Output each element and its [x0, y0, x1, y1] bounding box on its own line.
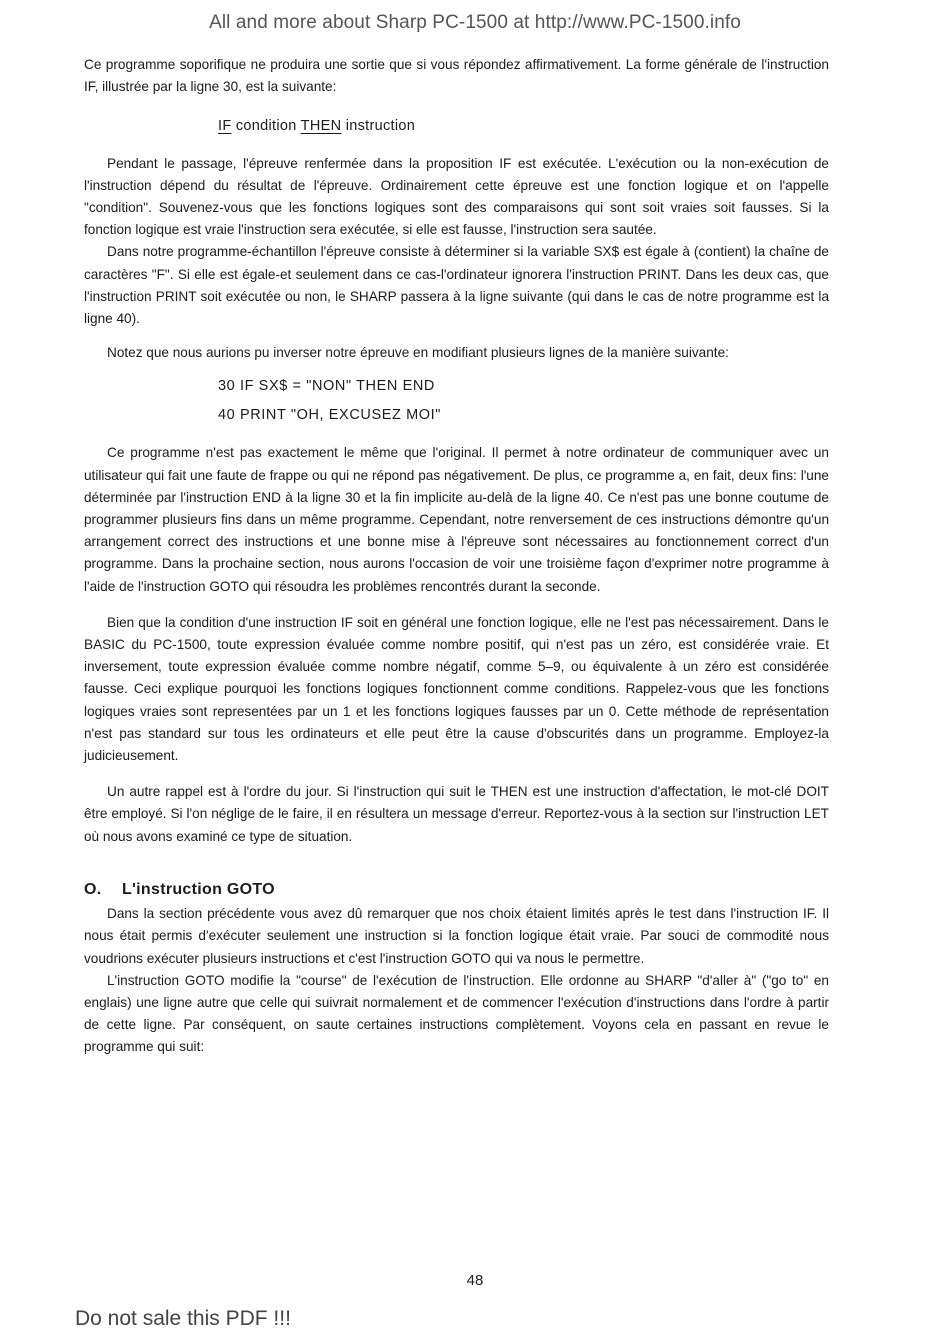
- code-line: 30 IF SX$ = "NON" THEN END: [218, 378, 435, 395]
- paragraph-intro: Ce programme soporifique ne produira une sortie que si vous répondez affirmativement. La forme générale de l'instruction IF, illustrée par la ligne 30, est la suivante:: [84, 57, 829, 95]
- if-syntax-line: [218, 115, 829, 137]
- syntax-keyword-then: THEN: [300, 118, 342, 135]
- section-title: L'instruction GOTO: [122, 880, 275, 898]
- paragraph-not-same: Ce programme n'est pas exactement le même que l'original. Il permet à notre ordinateur de communiquer avec un utilisateur qui fait une faute de frappe ou qui ne répond pas négativement. De plus, ce programme a, en fait, deux fins: l'une déterminée par l'instruction END à la ligne 30 et la fin implicite au-delà de la ligne 40. Ce n'est pas une bonne coutume de programmer plusieurs fins dans un même programme. Cependant, notre renversement de ces instructions démontre qu'un arrangement correct des instructions et une bonne mise à l'épreuve sont nécessaires au fonctionnement correct d'un programme. Dans la prochaine section, nous aurons l'occasion de voir une troisième façon d'exprimer notre programme à l'aide de l'instruction GOTO qui résoudra les problèmes rencontrés durant la seconde.: [84, 445, 829, 594]
- paragraph-inversion: Notez que nous aurions pu inverser notre épreuve en modifiant plusieurs lignes de la manière suivante:: [107, 345, 729, 361]
- footer-note: Do not sale this PDF !!!: [75, 1307, 291, 1330]
- paragraph-execution: Pendant le passage, l'épreuve renfermée dans la proposition IF est exécutée. L'exécution ou la non-exécution de l'instruction dépend du résultat de l'épreuve. Ordinairement cette épreuve est une fonction logique et on l'appelle "condition". Souvenez-vous que les fonctions logiques sont des comparaisons qui sont soit vraies soit fausses. Si la fonction logique est vraie l'instruction sera exécutée, si elle est fausse, l'instruction sera sautée.: [84, 155, 829, 238]
- page-number: 48: [466, 1272, 484, 1289]
- paragraph-goto-intro: Dans la section précédente vous avez dû remarquer que nos choix étaient limités après le test dans l'instruction IF. Il nous était permis d'exécuter seulement une instruction si la fonction logique était vraie. Par souci de commodité nous voudrions exécuter plusieurs instructions et c'est l'instruction GOTO qui va nous le permettre.: [84, 906, 829, 966]
- section-number: O.: [84, 880, 102, 898]
- paragraph-reminder: Un autre rappel est à l'ordre du jour. Si l'instruction qui suit le THEN est une instruction d'affectation, le mot-clé DOIT être employé. Si l'on néglige de le faire, il en résultera un message d'erreur. Reportez-vous à la section sur l'instruction LET où nous avons examiné ce type de situation.: [84, 784, 829, 844]
- page-header: All and more about Sharp PC-1500 at http://www.PC-1500.info: [209, 12, 741, 33]
- code-line: 40 PRINT "OH, EXCUSEZ MOI": [218, 407, 442, 424]
- section-heading: [84, 879, 829, 901]
- syntax-word-instruction: instruction: [345, 118, 416, 135]
- paragraph-condition-values: Bien que la condition d'une instruction IF soit en général une fonction logique, elle ne l'est pas nécessairement. Dans le BASIC du PC-1500, toute expression évaluée comme nombre positif, qui n'est pas un zéro, est considérée vraie. Et inversement, toute expression évaluée comme nombre négatif, comme 5–9, ou équivalente à un zéro est considérée fausse. Ceci explique pourquoi les fonctions logiques fonctionnent comme conditions. Rappelez-vous que les fonctions logiques vraies sont representées par un 1 et les fonctions logiques fausses par un 0. Cette méthode de représentation n'est pas standard sur tous les ordinateurs et elle peut être la cause d'obscurités dans un programme. Employez-la judicieusement.: [84, 614, 829, 764]
- page-body: [84, 54, 829, 1059]
- paragraph-goto-explain: L'instruction GOTO modifie la "course" de l'exécution de l'instruction. Elle ordonne au SHARP "d'aller à" ("go to" en englais) une ligne autre que celle qui suivrait normalement et de commencer l'exécution d'instructions dans l'ordre à partir de cette ligne. Par conséquent, on saute certaines instructions complètement. Voyons cela en passant en revue le programme qui suit:: [84, 972, 829, 1055]
- syntax-word-condition: condition: [235, 118, 297, 135]
- code-listing: [218, 372, 829, 430]
- paragraph-sample-program: Dans notre programme-échantillon l'épreuve consiste à déterminer si la variable SX$ est égale à (contient) la chaîne de caractères "F". Si elle est égale-et seulement dans ce cas-l'ordinateur ignorera l'instruction PRINT. Dans les deux cas, que l'instruction PRINT soit exécutée ou non, le SHARP passera à la ligne suivante (qui dans le cas de notre programme est la ligne 40).: [84, 244, 829, 327]
- syntax-keyword-if: IF: [218, 118, 232, 135]
